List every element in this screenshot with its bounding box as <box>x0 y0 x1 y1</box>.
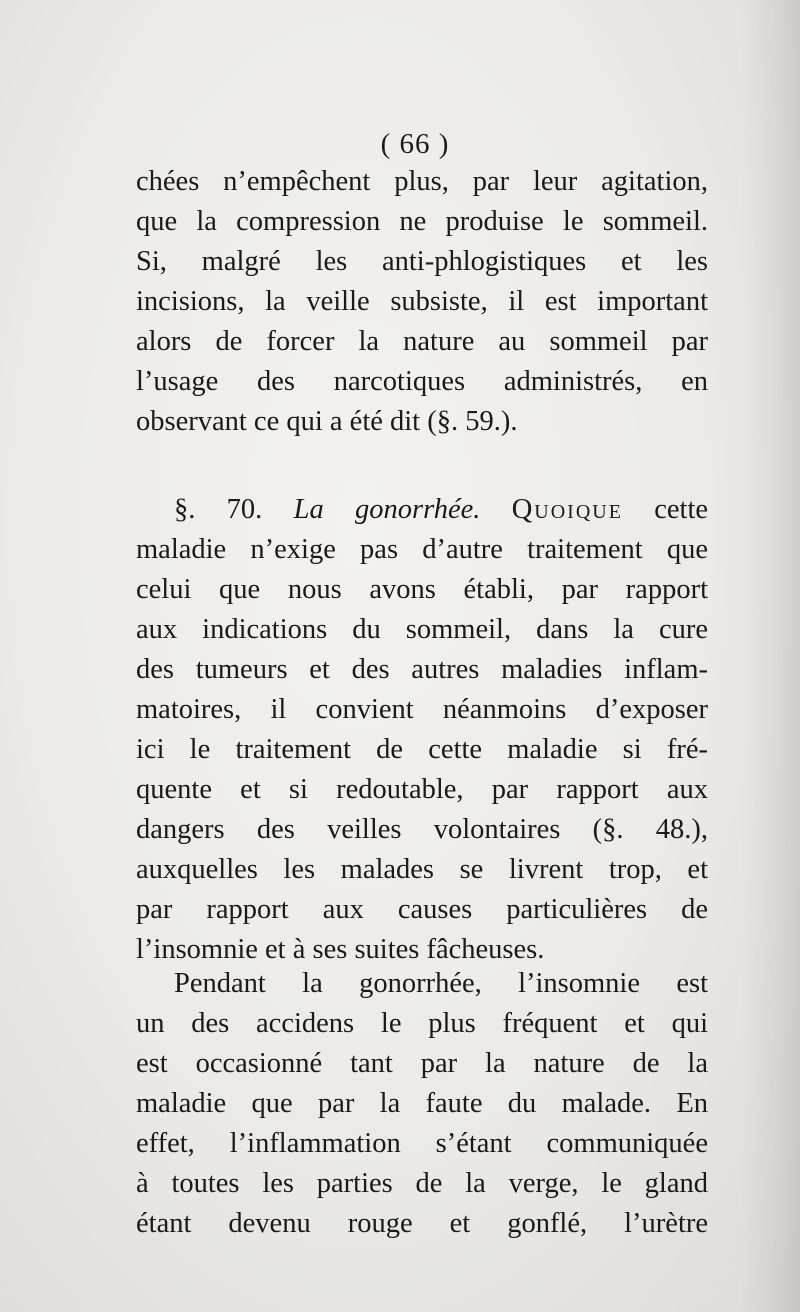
text-line: Si, malgré les anti-phlogistiques et les <box>136 246 708 277</box>
text-line: l’insomnie et à ses suites fâcheuses. <box>136 934 545 965</box>
paragraph-continuation <box>136 162 708 442</box>
text-line: observant ce qui a été dit (§. 59.). <box>136 406 518 437</box>
section-70 <box>136 490 708 970</box>
text-line: dangers des veilles volontaires (§. 48.), <box>136 814 708 845</box>
text-line: alors de forcer la nature au sommeil par <box>136 326 708 357</box>
section-number: §. 70. <box>174 494 263 525</box>
text-line: chées n’empêchent plus, par leur agitation, <box>136 166 708 197</box>
text-line: celui que nous avons établi, par rapport <box>136 574 708 605</box>
text-line: par rapport aux causes particulières de <box>136 894 708 925</box>
text-line: un des accidens le plus fréquent et qui <box>136 1008 708 1039</box>
page-number: ( 66 ) <box>380 128 450 160</box>
text-line: maladie que par la faute du malade. En <box>136 1088 708 1119</box>
text-line: maladie n’exige pas d’autre traitement que <box>136 534 708 565</box>
section-first-word: Quoique <box>511 494 623 525</box>
page-header <box>0 128 800 161</box>
text-line: que la compression ne produise le sommeil. <box>136 206 708 237</box>
text-line: auxquelles les malades se livrent trop, et <box>136 854 708 885</box>
text-line: aux indications du sommeil, dans la cure <box>136 614 708 645</box>
text-line: effet, l’inflammation s’étant communiquée <box>136 1128 708 1159</box>
text-line: l’usage des narcotiques administrés, en <box>136 366 708 397</box>
text-line: matoires, il convient néanmoins d’exposer <box>136 694 708 725</box>
text-line: incisions, la veille subsiste, il est important <box>136 286 708 317</box>
text-line: Pendant la gonorrhée, l’insomnie est <box>174 968 708 999</box>
text-line: à toutes les parties de la verge, le gland <box>136 1168 708 1199</box>
section-title: La gonorrhée. <box>293 494 481 525</box>
text-line: ici le traitement de cette maladie si fré- <box>136 734 708 765</box>
section-first-line-rest: cette <box>654 494 708 525</box>
paragraph-gonorrhee <box>136 964 708 1244</box>
text-line: est occasionné tant par la nature de la <box>136 1048 708 1079</box>
text-line: étant devenu rouge et gonflé, l’urètre <box>136 1208 708 1239</box>
text-line: des tumeurs et des autres maladies inflam- <box>136 654 708 685</box>
section-heading-line <box>136 490 708 530</box>
show-through-text <box>140 448 700 488</box>
page-edge-shadow <box>740 0 800 1312</box>
text-line: quente et si redoutable, par rapport aux <box>136 774 708 805</box>
